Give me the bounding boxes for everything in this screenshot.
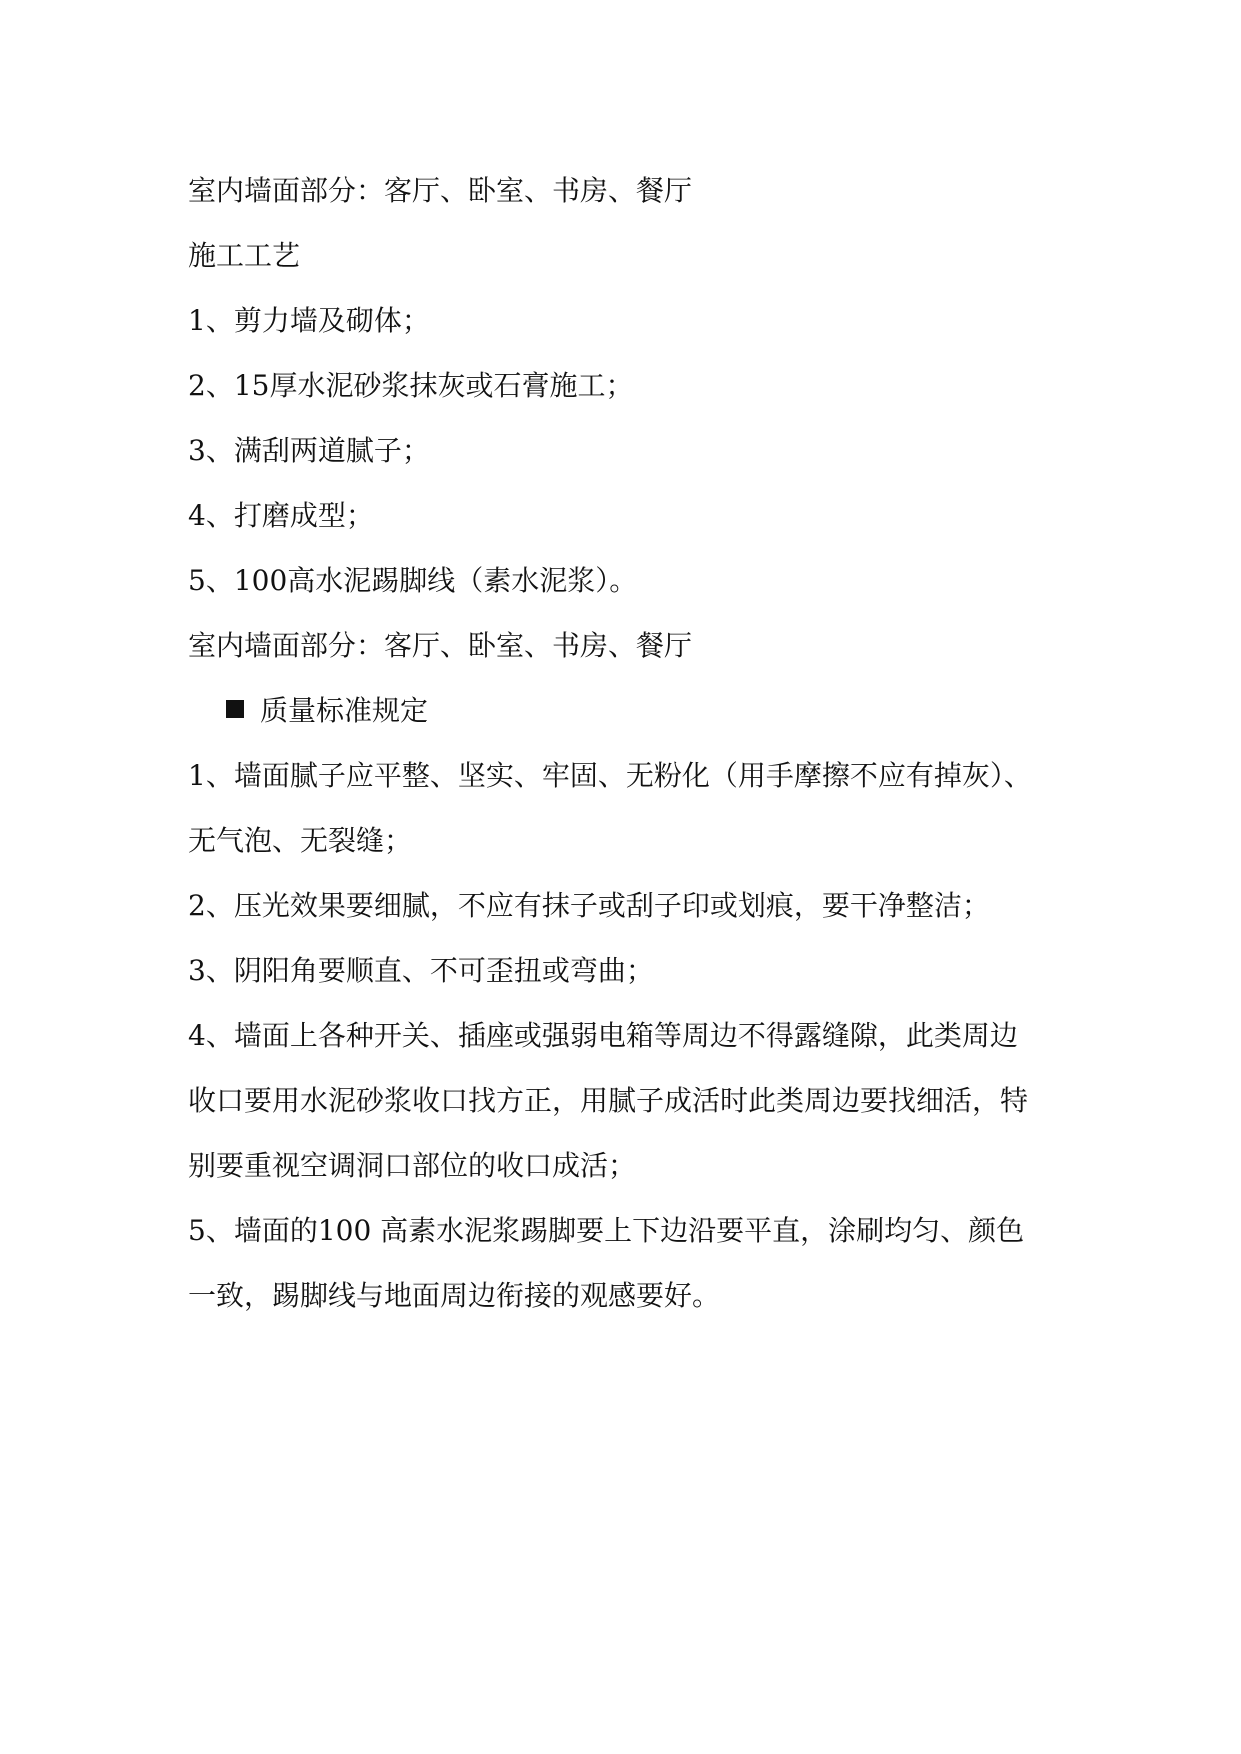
standard-line-8: 5、墙面的100 高素水泥浆踢脚要上下边沿要平直，涂刷均匀、颜色 bbox=[188, 1214, 1025, 1247]
standard-line-2: 无气泡、无裂缝； bbox=[188, 824, 413, 857]
process-step-1: 1、剪力墙及砌体； bbox=[188, 304, 430, 337]
process-step-3: 3、满刮两道腻子； bbox=[188, 434, 430, 467]
document-body bbox=[188, 158, 1078, 1328]
quality-standards-heading-row bbox=[188, 678, 1078, 743]
standard-line-7: 别要重视空调洞口部位的收口成活； bbox=[188, 1149, 637, 1182]
standard-line-1: 1、墙面腻子应平整、坚实、牢固、无粉化（用手摩擦不应有掉灰）、 bbox=[188, 759, 1032, 792]
standard-line-3: 2、压光效果要细腻，不应有抹子或刮子印或划痕，要干净整洁； bbox=[188, 889, 990, 922]
section-title-interior-walls-repeat: 室内墙面部分：客厅、卧室、书房、餐厅 bbox=[188, 629, 693, 662]
section-title-interior-walls: 室内墙面部分：客厅、卧室、书房、餐厅 bbox=[188, 174, 693, 207]
heading-construction-process: 施工工艺 bbox=[188, 239, 301, 272]
process-step-5: 5、100高水泥踢脚线（素水泥浆）。 bbox=[188, 564, 638, 597]
process-step-4: 4、打磨成型； bbox=[188, 499, 374, 532]
standard-line-6: 收口要用水泥砂浆收口找方正，用腻子成活时此类周边要找细活，特 bbox=[188, 1084, 1029, 1117]
process-step-2: 2、15厚水泥砂浆抹灰或石膏施工； bbox=[188, 369, 634, 402]
standard-line-4: 3、阴阳角要顺直、不可歪扭或弯曲； bbox=[188, 954, 654, 987]
standard-line-5: 4、墙面上各种开关、插座或强弱电箱等周边不得露缝隙，此类周边 bbox=[188, 1019, 1018, 1052]
quality-standards-heading: 质量标准规定 bbox=[260, 694, 429, 727]
standard-line-9: 一致，踢脚线与地面周边衔接的观感要好。 bbox=[188, 1279, 721, 1312]
square-bullet-icon bbox=[226, 700, 244, 718]
